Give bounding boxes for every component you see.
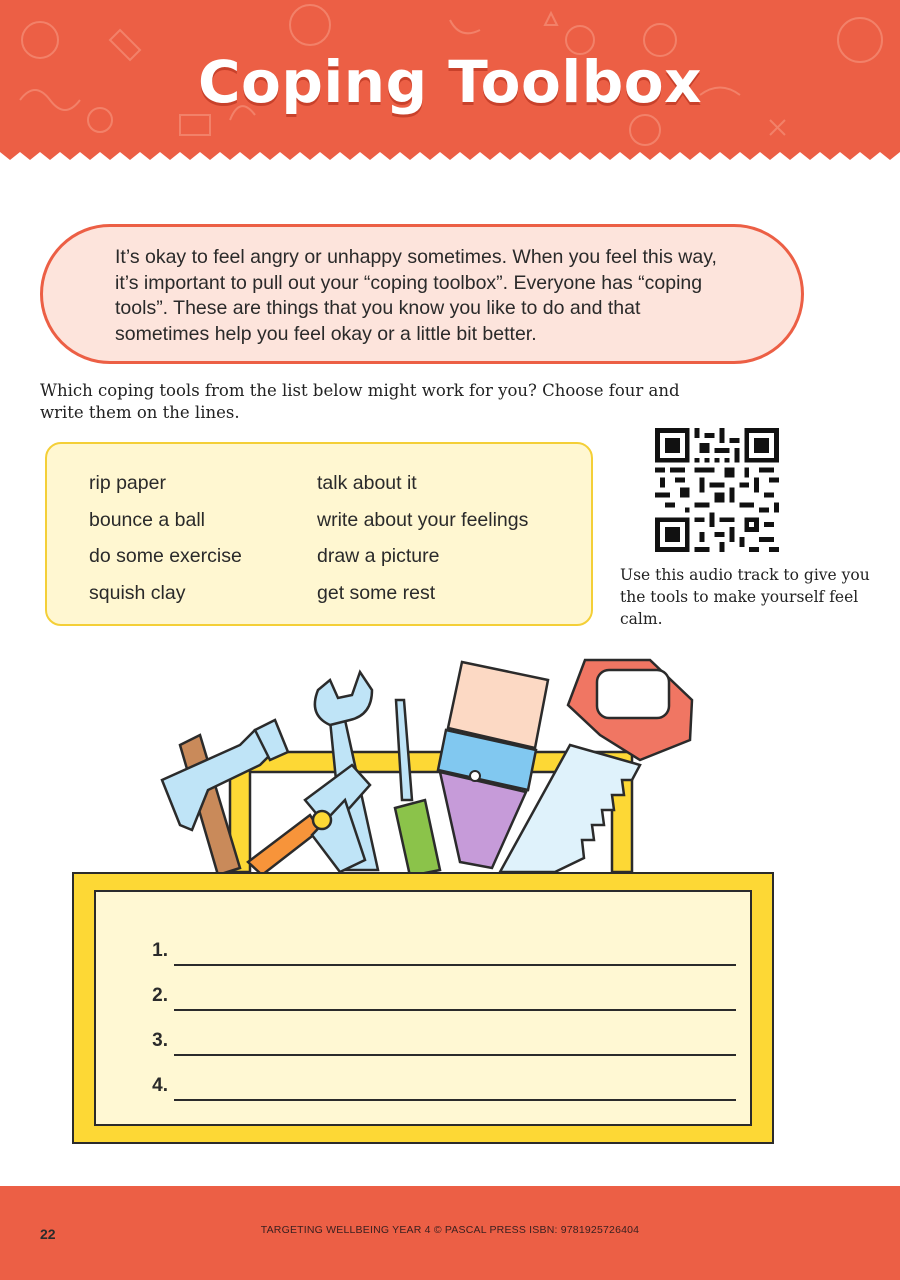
intro-text: It’s okay to feel angry or unhappy sometimes. When you feel this way, it’s important to pull out your “coping toolbox”. Everyone has “coping tools”. These are things that you know you like to do and that sometimes help you feel okay or a little bit better. xyxy=(115,246,717,345)
tools-column-right xyxy=(317,468,528,614)
coping-tools-list xyxy=(45,442,593,626)
tool-item: bounce a ball xyxy=(89,508,206,531)
footer-credit: TARGETING WELLBEING YEAR 4 © PASCAL PRESS ISBN: 9781925726404 xyxy=(260,1224,640,1236)
toolbox-front xyxy=(72,872,774,1144)
answer-number: 4. xyxy=(152,1075,168,1096)
tool-item: squish clay xyxy=(89,581,186,604)
header-banner xyxy=(0,0,900,170)
answer-number: 2. xyxy=(152,985,168,1006)
tool-item: rip paper xyxy=(89,472,166,494)
tool-item: draw a picture xyxy=(317,545,440,567)
intro-box xyxy=(40,224,804,364)
instruction-question: Which coping tools from the list below might work for you? Choose four and write them on the lines. xyxy=(40,381,680,422)
tools-column-left xyxy=(89,468,242,614)
page-number: 22 xyxy=(40,1226,56,1242)
writing-line[interactable] xyxy=(174,1054,736,1056)
answer-number: 3. xyxy=(152,1030,168,1051)
page-title: Coping Toolbox xyxy=(197,48,703,116)
answer-area xyxy=(94,890,752,1126)
qr-code-icon[interactable] xyxy=(655,428,779,552)
tool-item: get some rest xyxy=(317,581,436,604)
answer-number: 1. xyxy=(152,940,168,961)
answer-line[interactable] xyxy=(126,1075,736,1105)
writing-line[interactable] xyxy=(174,1009,736,1011)
answer-line[interactable] xyxy=(126,985,736,1015)
pliers-icon xyxy=(248,765,370,875)
screwdriver-icon xyxy=(395,700,440,876)
tool-item: do some exercise xyxy=(89,545,242,567)
footer-bar xyxy=(0,1186,900,1280)
tool-item: write about your feelings xyxy=(317,508,529,531)
writing-line[interactable] xyxy=(174,1099,736,1101)
answer-line[interactable] xyxy=(126,940,736,970)
tool-item: talk about it xyxy=(317,472,417,494)
toolbox-illustration xyxy=(0,650,900,880)
answer-line[interactable] xyxy=(126,1030,736,1060)
writing-line[interactable] xyxy=(174,964,736,966)
audio-note: Use this audio track to give you the tools to make yourself feel calm. xyxy=(620,566,870,628)
